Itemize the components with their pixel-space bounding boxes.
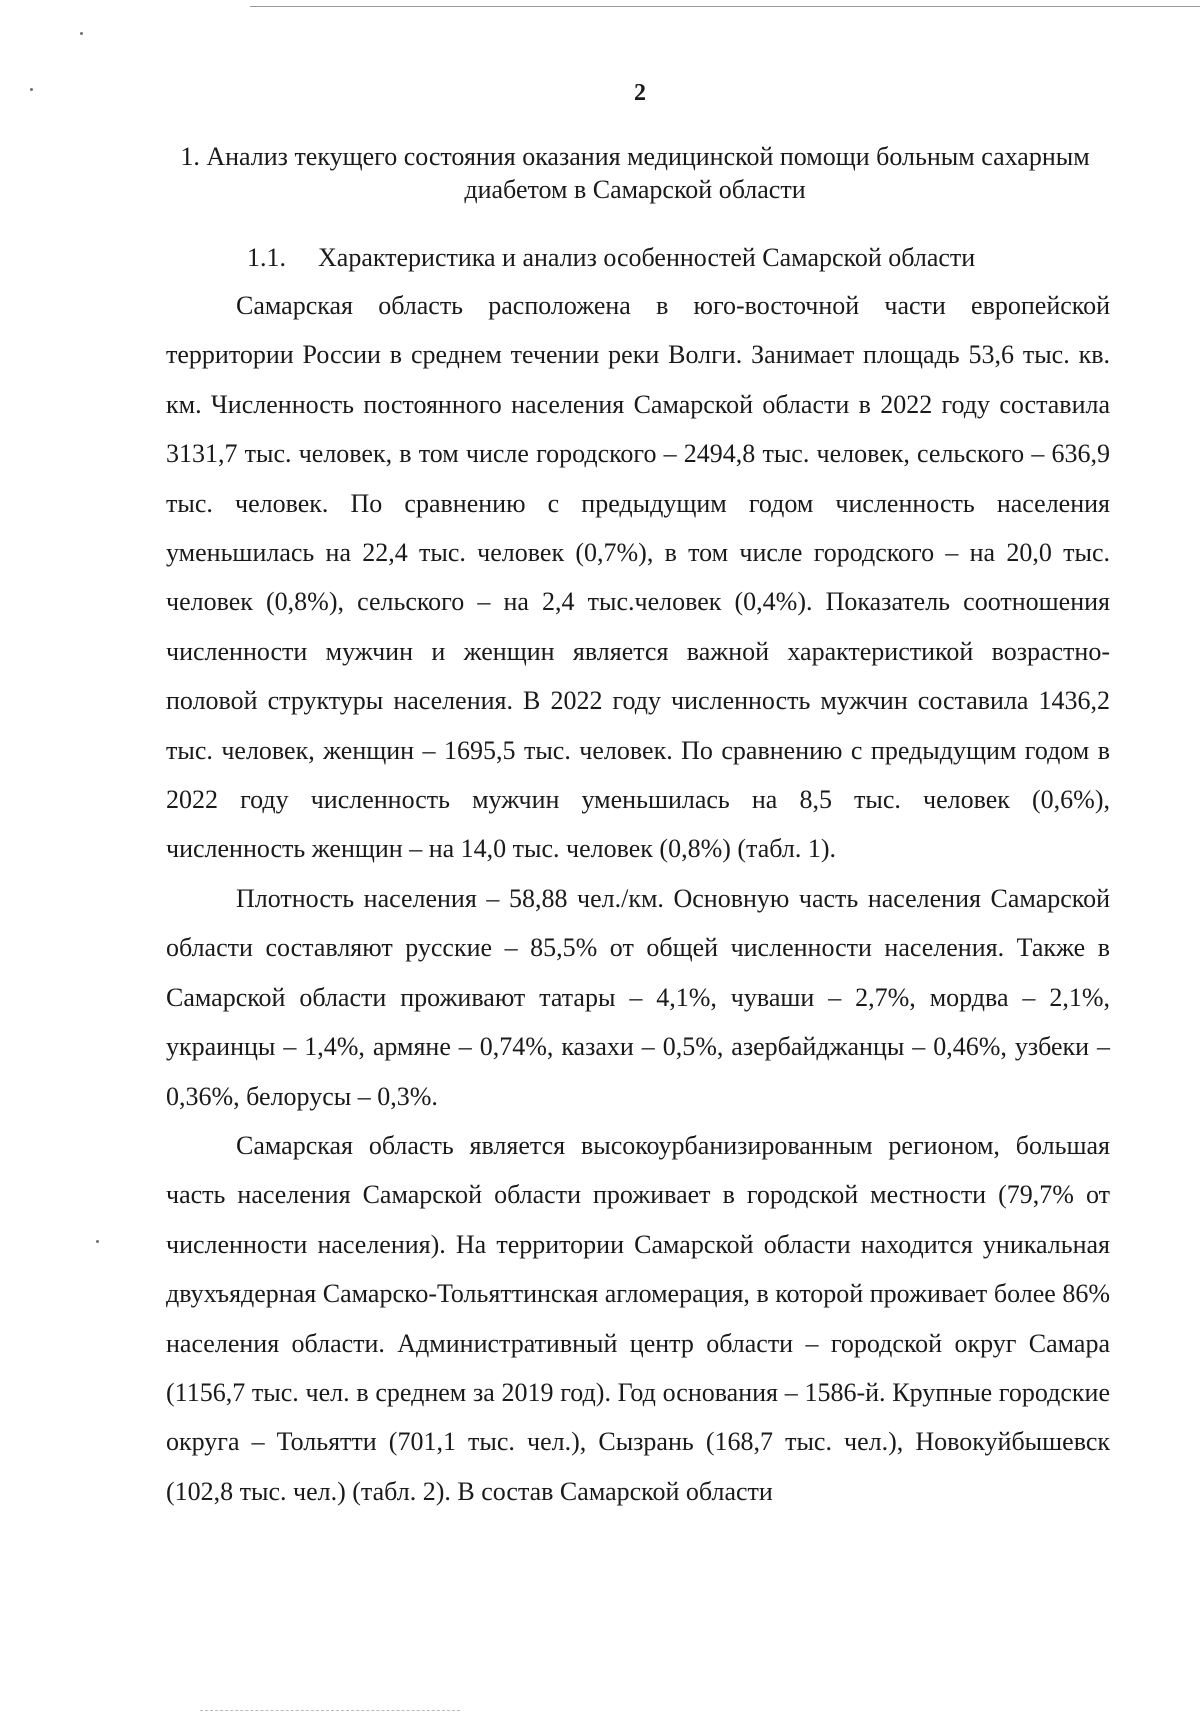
- scan-edge-top: [250, 6, 1200, 7]
- paragraph: Самарская область является высокоурбанизированным регионом, большая часть населения Самарской области проживает в городской местности (79,7% от численности населения). На территории Самарской области находится уникальная двухъядерная Самарско-Тольяттинская агломерация, в которой проживает более 86% населения области. Административный центр области – городской округ Самара (1156,7 тыс. чел. в среднем за 2019 год). Год основания – 1586-й. Крупные городские округа – Тольятти (701,1 тыс. чел.), Сызрань (168,7 тыс. чел.), Новокуйбышевск (102,8 тыс. чел.) (табл. 2). В состав Самарской области: [166, 1130, 1110, 1506]
- page-number: 2: [634, 80, 646, 106]
- scan-speck: [80, 32, 83, 35]
- document-body: [166, 281, 1110, 1516]
- scan-edge-bottom: [200, 1710, 460, 1711]
- subsection-title: Характеристика и анализ особенностей Самарской области: [318, 243, 976, 272]
- subsection-heading: [247, 242, 1047, 274]
- subsection-number: 1.1.: [247, 243, 286, 272]
- paragraph: Плотность населения – 58,88 чел./км. Основную часть населения Самарской области составляют русские – 85,5% от общей численности населения. Также в Самарской области проживают татары – 4,1%, чуваши – 2,7%, мордва – 2,1%, украинцы – 1,4%, армяне – 0,74%, казахи – 0,5%, азербайджанцы – 0,46%, узбеки – 0,36%, белорусы – 0,3%.: [166, 883, 1110, 1111]
- section-title: 1. Анализ текущего состояния оказания медицинской помощи больным сахарным диабетом в Самарской области: [180, 142, 1090, 204]
- scan-speck: [96, 1240, 99, 1243]
- paragraph: Самарская область расположена в юго-восточной части европейской территории России в среднем течении реки Волги. Занимает площадь 53,6 тыс. кв. км. Численность постоянного населения Самарской области в 2022 году составила 3131,7 тыс. человек, в том числе городского – 2494,8 тыс. человек, сельского – 636,9 тыс. человек. По сравнению с предыдущим годом численность населения уменьшилась на 22,4 тыс. человек (0,7%), в том числе городского – на 20,0 тыс. человек (0,8%), сельского – на 2,4 тыс.человек (0,4%). Показатель соотношения численности мужчин и женщин является важной характеристикой возрастно-половой структуры населения. В 2022 году численность мужчин составила 1436,2 тыс. человек, женщин – 1695,5 тыс. человек. По сравнению с предыдущим годом в 2022 году численность мужчин уменьшилась на 8,5 тыс. человек (0,6%), численность женщин – на 14,0 тыс. человек (0,8%) (табл. 1).: [166, 291, 1110, 864]
